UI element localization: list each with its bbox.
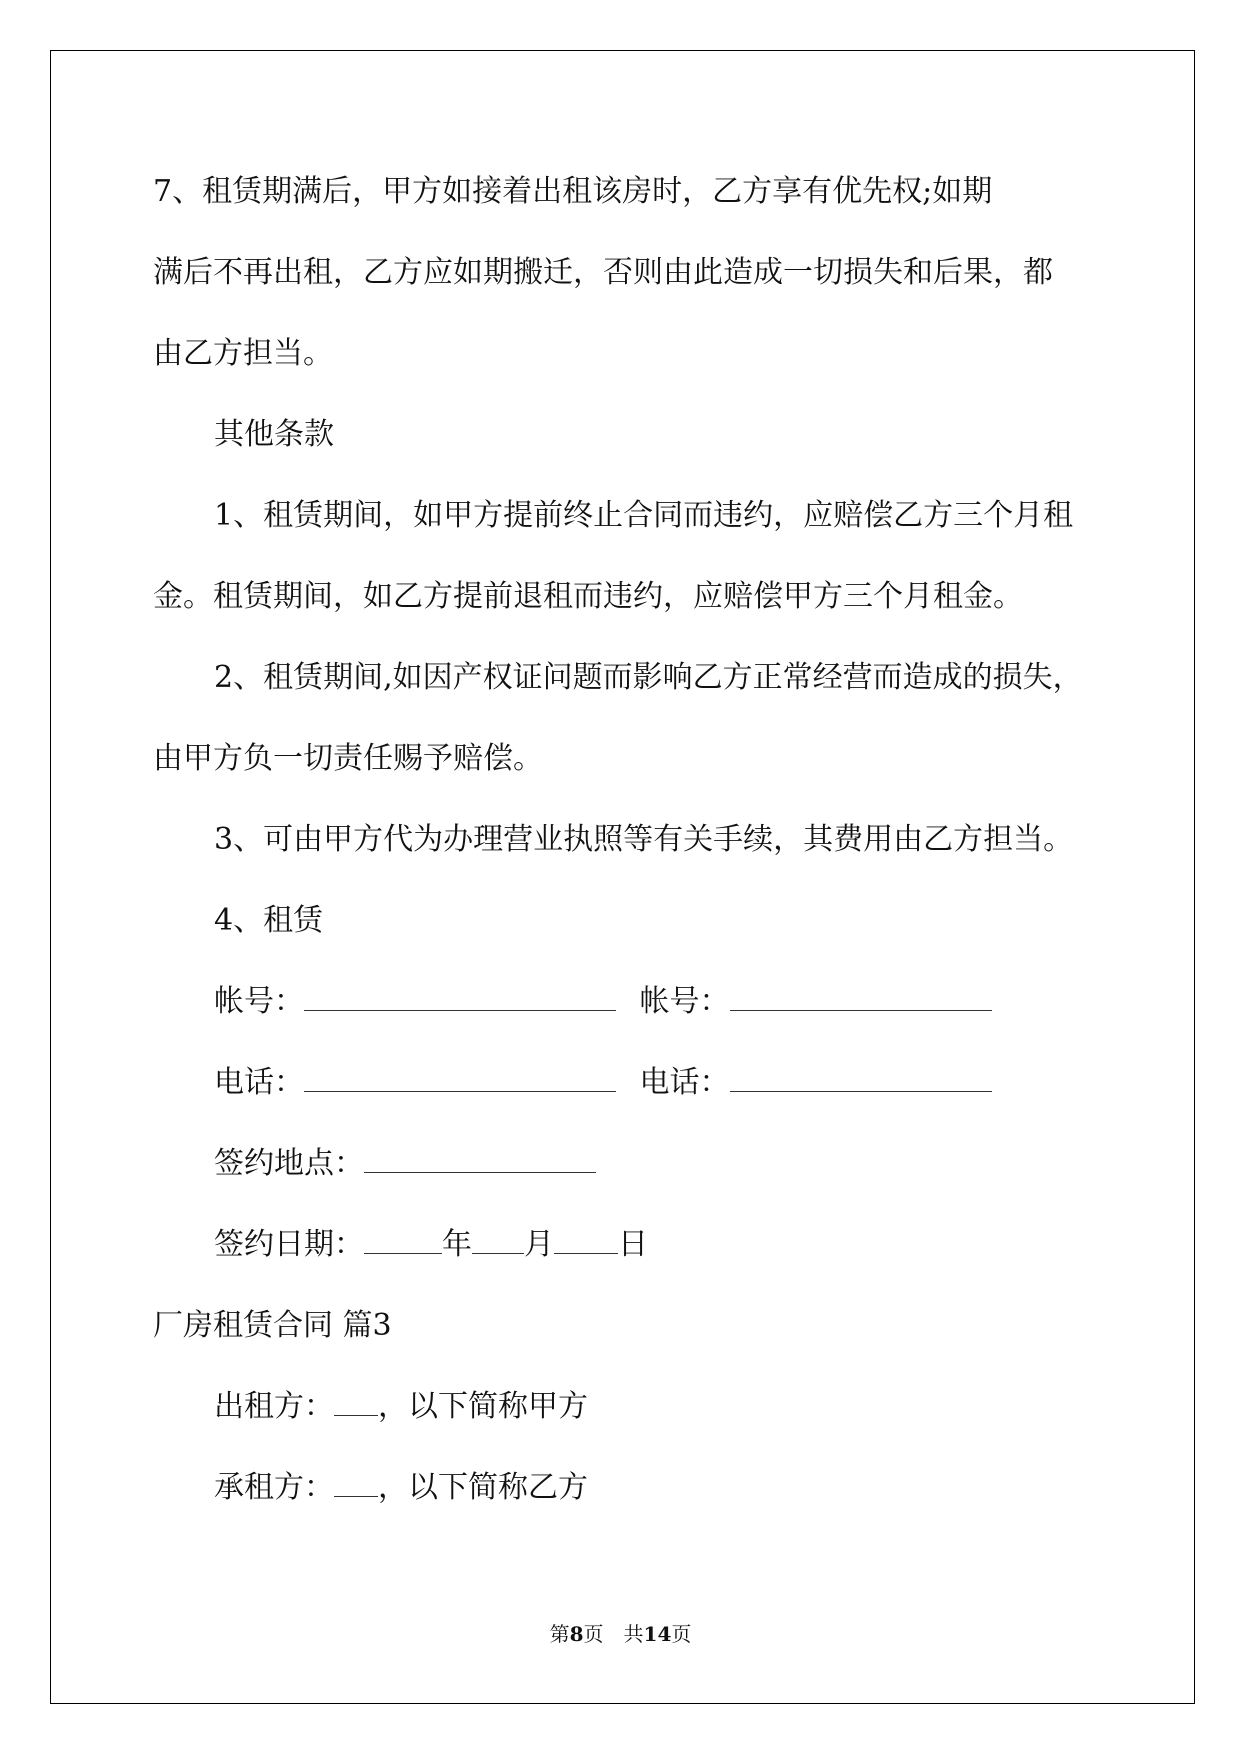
year-label: 年: [442, 1227, 472, 1262]
phone-label-party-b: 电话：: [639, 1065, 730, 1100]
signing-place-label: 签约地点：: [214, 1146, 364, 1181]
term-4-line-1: 4、租赁: [214, 903, 324, 938]
lessor-label: 出租方：: [214, 1389, 334, 1424]
footer-total-pages: 14: [643, 1622, 672, 1646]
lessee-label: 承租方：: [214, 1470, 334, 1505]
term-2-line-1: 2、租赁期间,如因产权证问题而影响乙方正常经营而造成的损失，: [214, 660, 1083, 695]
footer-page-number: 8: [569, 1622, 584, 1646]
term-1-line-2: 金。租赁期间，如乙方提前退租而违约，应赔偿甲方三个月租金。: [153, 579, 1023, 614]
lessee-suffix: ，以下简称乙方: [378, 1470, 588, 1505]
account-label-party-a: 帐号：: [214, 984, 304, 1019]
year-blank: [364, 1227, 442, 1254]
lessee-blank: [334, 1470, 378, 1497]
footer-suffix: 页: [671, 1622, 692, 1646]
lessor-row: [214, 1387, 588, 1427]
other-terms-heading: 其他条款: [214, 417, 334, 452]
lessee-row: [214, 1468, 588, 1508]
phone-blank-party-b: [730, 1065, 992, 1092]
phone-blank-party-a: [304, 1065, 616, 1092]
signing-place-row: [214, 1144, 596, 1184]
day-label: 日: [618, 1227, 648, 1262]
account-label-party-b: 帐号：: [639, 984, 730, 1019]
account-blank-party-a: [304, 984, 616, 1011]
signing-date-row: [214, 1225, 648, 1265]
phone-row: [214, 1063, 992, 1103]
page-footer: [0, 1618, 1241, 1647]
account-row: [214, 982, 992, 1022]
page-border: [50, 50, 1195, 1704]
paragraph-7-line-2: 满后不再出租，乙方应如期搬迁，否则由此造成一切损失和后果，都: [153, 255, 1053, 290]
section-3-heading: 厂房租赁合同 篇3: [153, 1308, 392, 1343]
signing-date-label: 签约日期：: [214, 1227, 364, 1262]
footer-mid: 页 共: [583, 1622, 644, 1646]
term-1-line-1: 1、租赁期间，如甲方提前终止合同而违约，应赔偿乙方三个月租: [214, 498, 1074, 533]
month-label: 月: [524, 1227, 554, 1262]
signing-place-blank: [364, 1146, 596, 1173]
month-blank: [472, 1227, 524, 1254]
phone-label-party-a: 电话：: [214, 1065, 304, 1100]
lessor-blank: [334, 1389, 378, 1416]
account-blank-party-b: [730, 984, 992, 1011]
day-blank: [554, 1227, 618, 1254]
paragraph-7-line-1: 7、租赁期满后，甲方如接着出租该房时，乙方享有优先权;如期: [153, 174, 993, 209]
paragraph-7-line-3: 由乙方担当。: [153, 336, 333, 371]
term-2-line-2: 由甲方负一切责任赐予赔偿。: [153, 741, 543, 776]
lessor-suffix: ，以下简称甲方: [378, 1389, 588, 1424]
footer-prefix: 第: [549, 1622, 570, 1646]
term-3-line-1: 3、可由甲方代为办理营业执照等有关手续，其费用由乙方担当。: [214, 822, 1074, 857]
